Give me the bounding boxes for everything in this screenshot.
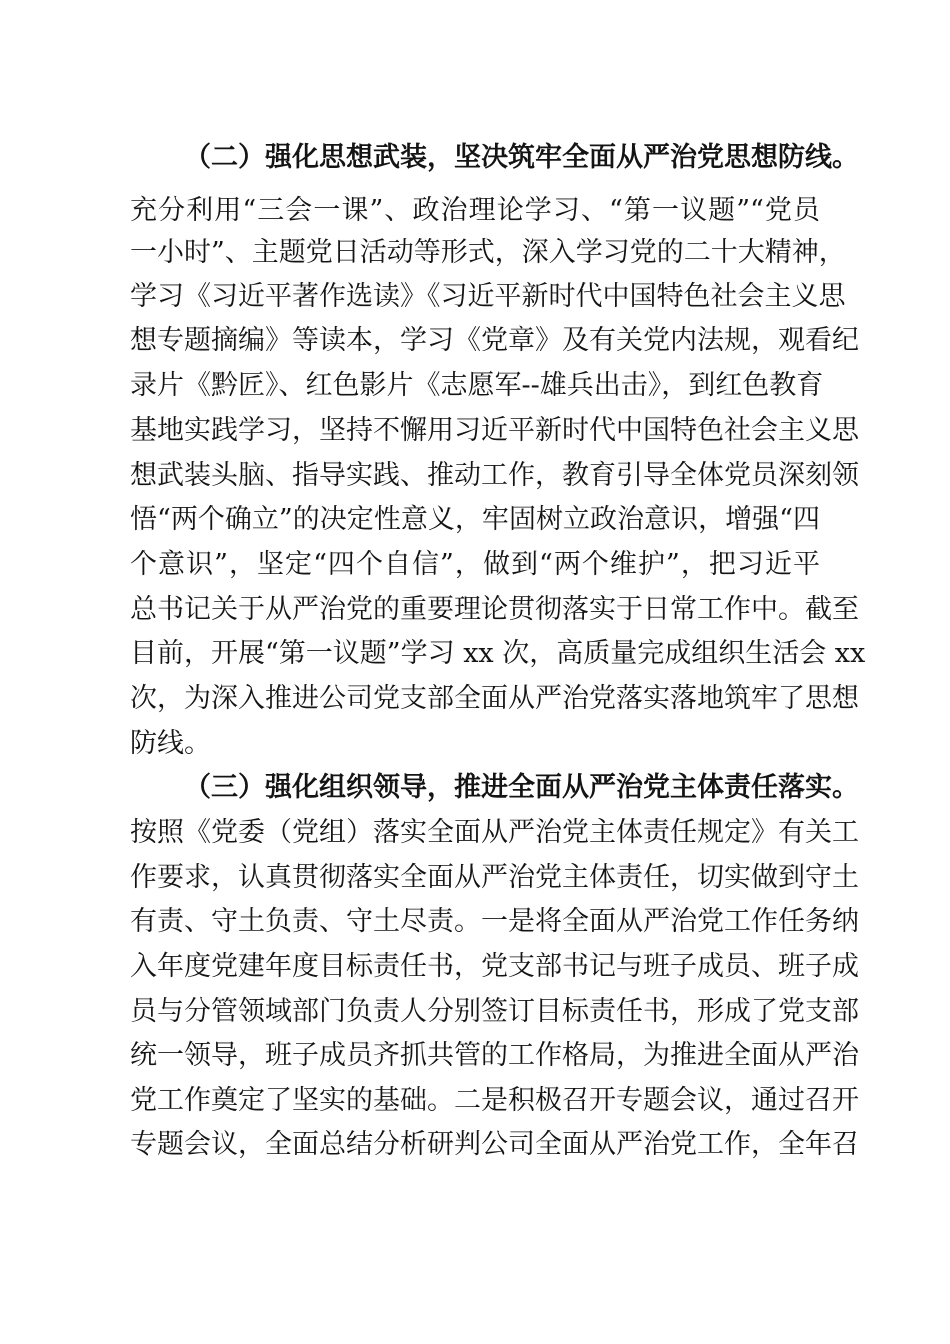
section-2-line-12: 次，为深入推进公司党支部全面从严治党落实落地筑牢了思想 [130,683,859,714]
section-3-line-8: 专题会议，全面总结分析研判公司全面从严治党工作，全年召 [130,1129,859,1160]
section-3-line-3: 有责、守土负责、守土尽责。一是将全面从严治党工作任务纳 [130,906,859,937]
section-3-line-7: 党工作奠定了坚实的基础。二是积极召开专题会议，通过召开 [130,1085,859,1116]
section-2-line-3: 学习《习近平著作选读》《习近平新时代中国特色社会主义思 [130,281,846,312]
section-3-line-1: 按照《党委（党组）落实全面从严治党主体责任规定》有关工 [130,817,859,848]
section-3-heading: （三）强化组织领导，推进全面从严治党主体责任落实。 [184,772,859,803]
section-2-line-4: 想专题摘编》等读本，学习《党章》及有关党内法规，观看纪 [130,325,859,356]
section-2-line-11: 目前，开展“第一议题”学习 xx 次，高质量完成组织生活会 xx [130,638,866,669]
section-2-line-6: 基地实践学习，坚持不懈用习近平新时代中国特色社会主义思 [130,415,859,446]
section-2-heading: （二）强化思想武装，坚决筑牢全面从严治党思想防线。 [184,142,859,173]
section-3-line-4: 入年度党建年度目标责任书，党支部书记与班子成员、班子成 [130,951,859,982]
section-2-line-13: 防线。 [130,728,211,759]
section-2-line-2: 一小时”、主题党日活动等形式，深入学习党的二十大精神， [130,237,846,268]
section-2-line-1: 充分利用“三会一课”、政治理论学习、“第一议题”“党员 [130,195,820,226]
section-2-line-9: 个意识”，坚定“四个自信”，做到“两个维护”，把习近平 [130,549,820,580]
section-2-line-7: 想武装头脑、指导实践、推动工作，教育引导全体党员深刻领 [130,460,859,491]
section-2-line-8: 悟“两个确立”的决定性意义，牢固树立政治意识，增强“四 [130,504,820,535]
section-3-line-2: 作要求，认真贯彻落实全面从严治党主体责任，切实做到守土 [130,862,859,893]
section-3-line-5: 员与分管领域部门负责人分别签订目标责任书，形成了党支部 [130,996,859,1027]
section-2-line-5: 录片《黔匠》、红色影片《志愿军--雄兵出击》，到红色教育 [130,370,824,401]
section-3-line-6: 统一领导，班子成员齐抓共管的工作格局，为推进全面从严治 [130,1040,859,1071]
section-2-line-10: 总书记关于从严治党的重要理论贯彻落实于日常工作中。截至 [130,594,859,625]
